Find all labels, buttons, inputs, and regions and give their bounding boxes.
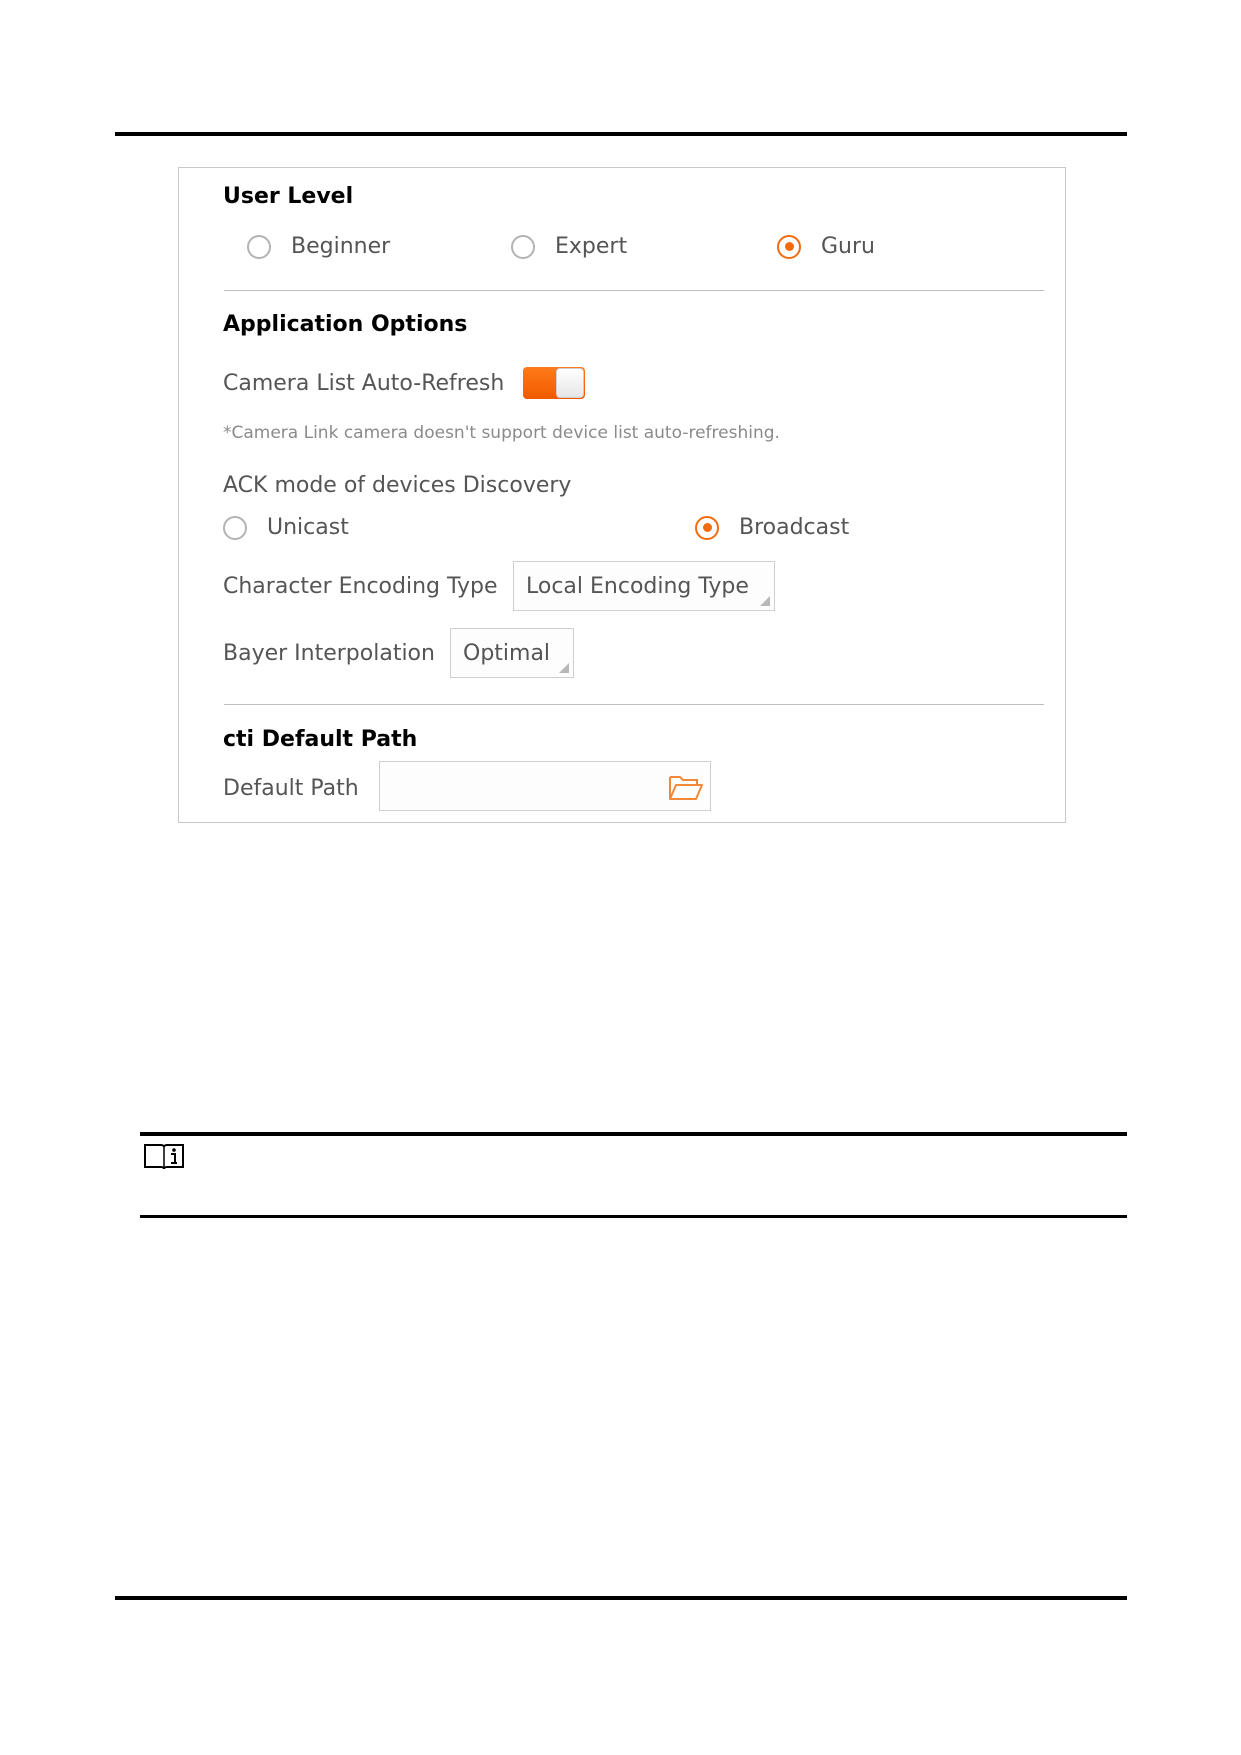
footer-rule: [115, 1596, 1127, 1600]
divider: [224, 704, 1044, 705]
bayer-value: Optimal: [463, 641, 551, 666]
folder-open-icon[interactable]: [668, 772, 704, 802]
radio-circle: [511, 235, 535, 259]
radio-broadcast[interactable]: [695, 515, 849, 540]
note-rule-bottom: [140, 1215, 1127, 1218]
encoding-select[interactable]: [513, 561, 775, 611]
auto-refresh-label: Camera List Auto-Refresh: [223, 371, 505, 396]
radio-guru[interactable]: [777, 234, 875, 259]
radio-circle: [247, 235, 271, 259]
radio-beginner[interactable]: [247, 234, 390, 259]
toggle-knob: [556, 368, 584, 398]
bayer-label: Bayer Interpolation: [223, 641, 435, 666]
radio-circle-checked: [695, 516, 719, 540]
radio-unicast[interactable]: [223, 515, 349, 540]
auto-refresh-hint: *Camera Link camera doesn't support device list auto-refreshing.: [223, 423, 780, 443]
bayer-select[interactable]: [450, 628, 574, 678]
note-rule-top: [140, 1132, 1127, 1136]
application-options-title: Application Options: [223, 312, 468, 337]
dropdown-corner-icon: [559, 663, 569, 673]
radio-label: Unicast: [267, 515, 349, 540]
encoding-value: Local Encoding Type: [526, 574, 749, 599]
settings-panel: [178, 167, 1066, 823]
radio-label: Broadcast: [739, 515, 850, 540]
radio-circle-checked: [777, 235, 801, 259]
radio-expert[interactable]: [511, 234, 627, 259]
radio-circle: [223, 516, 247, 540]
radio-label: Beginner: [291, 234, 391, 259]
user-level-title: User Level: [223, 184, 354, 209]
radio-label: Expert: [555, 234, 628, 259]
cti-title: cti Default Path: [223, 727, 418, 752]
default-path-input[interactable]: [379, 761, 711, 811]
auto-refresh-toggle[interactable]: [523, 367, 585, 399]
divider: [224, 290, 1044, 291]
ack-mode-label: ACK mode of devices Discovery: [223, 473, 572, 498]
radio-label: Guru: [821, 234, 875, 259]
header-rule: [115, 132, 1127, 136]
default-path-label: Default Path: [223, 776, 359, 801]
dropdown-corner-icon: [760, 596, 770, 606]
note-info-icon: [143, 1142, 185, 1170]
encoding-label: Character Encoding Type: [223, 574, 498, 599]
